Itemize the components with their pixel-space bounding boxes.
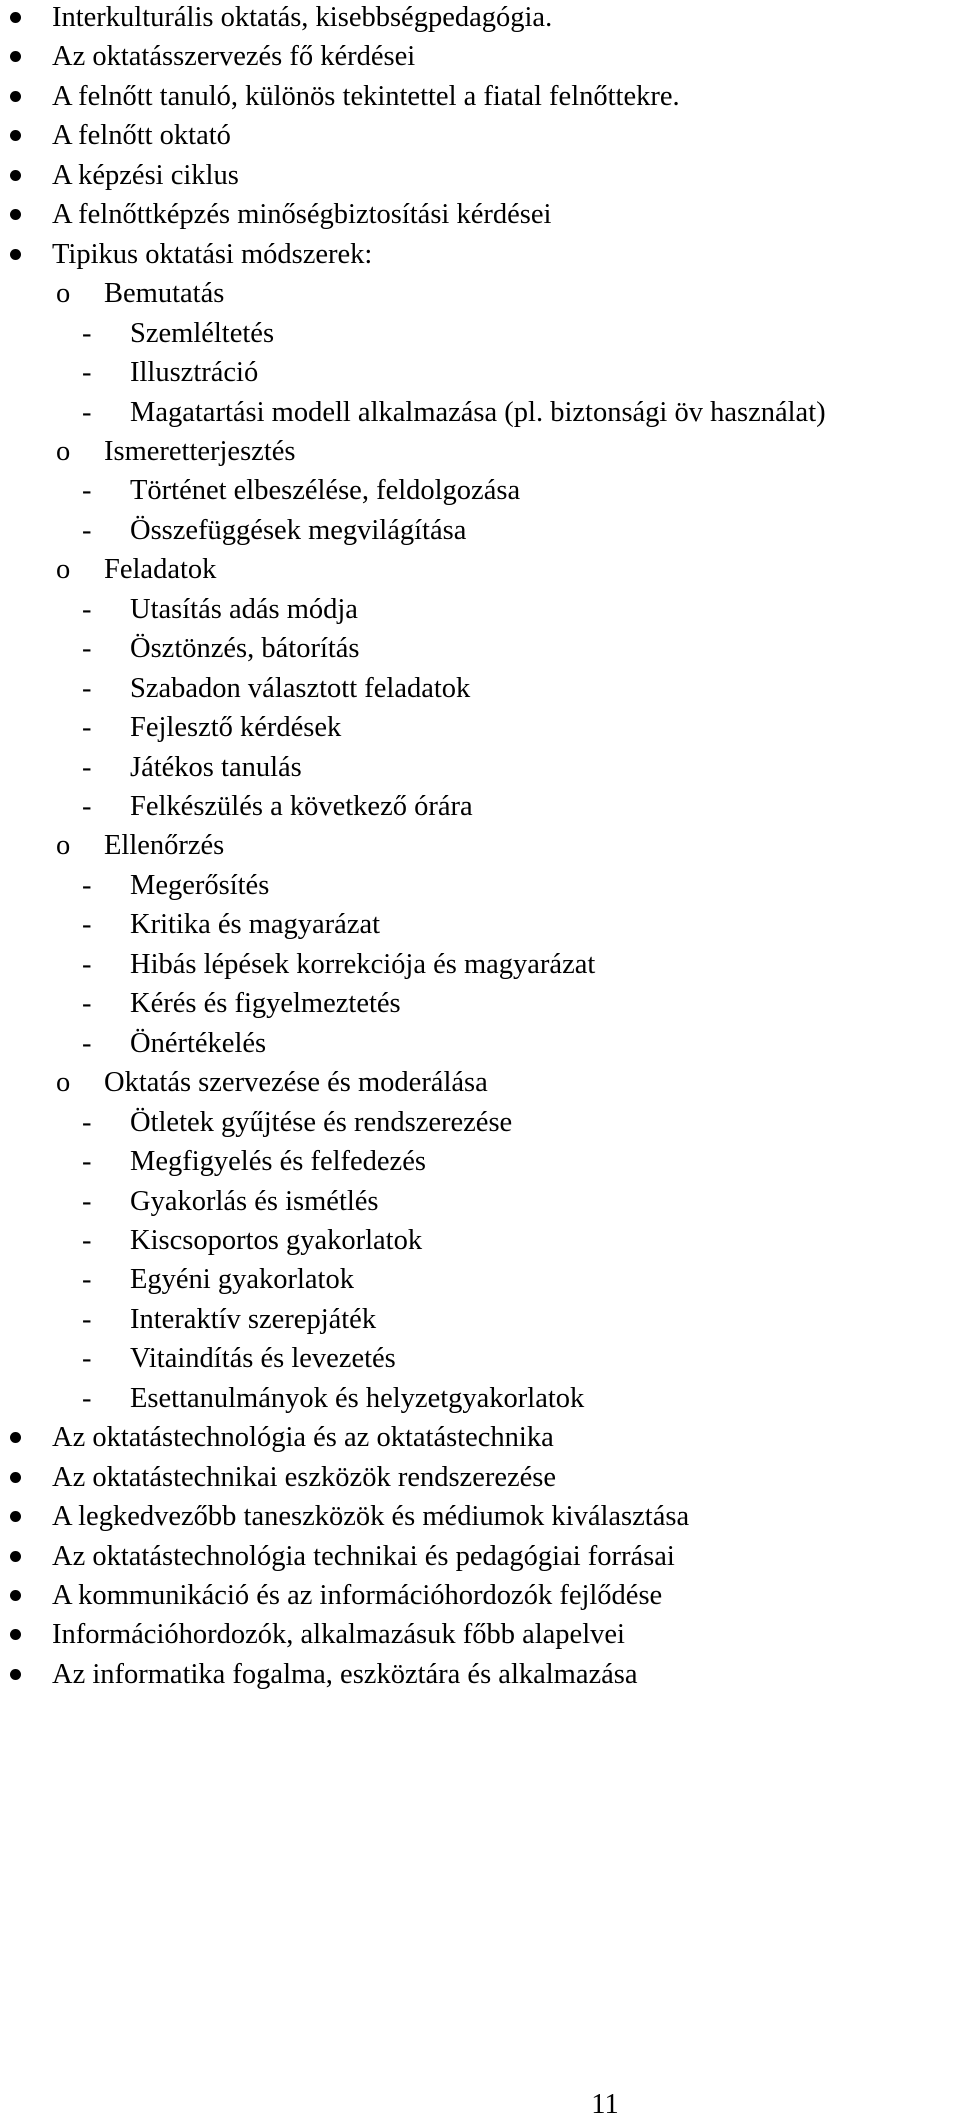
list-item-text: Megfigyelés és felfedezés	[130, 1146, 426, 1178]
dash-marker: -	[82, 712, 92, 744]
bullet-icon	[6, 235, 28, 275]
circle-marker: o	[56, 554, 71, 586]
dash-marker: -	[82, 1303, 92, 1335]
list-item-text: A kommunikáció és az információhordozók fejlődése	[52, 1580, 663, 1611]
circle-marker: o	[56, 435, 71, 467]
list-item-text: Ösztönzés, bátorítás	[130, 633, 360, 665]
bullet-icon	[6, 156, 28, 196]
list-item-text: A felnőttképzés minőségbiztosítási kérdései	[52, 199, 552, 231]
list-item-text: Esettanulmányok és helyzetgyakorlatok	[130, 1382, 585, 1414]
bullet-icon	[6, 77, 28, 117]
list-item-text: Az oktatástechnológia és az oktatástechnika	[52, 1422, 554, 1454]
list-item-text: Megerősítés	[130, 869, 270, 901]
list-item-text: Utasítás adás módja	[130, 593, 358, 625]
bullet-icon	[6, 37, 28, 77]
list-item-text: Ellenőrzés	[104, 830, 225, 862]
bullet-icon	[6, 1497, 28, 1537]
list-item-text: Történet elbeszélése, feldolgozása	[130, 475, 521, 507]
list-item-text: Interaktív szerepjáték	[130, 1303, 377, 1335]
dash-marker: -	[82, 633, 92, 665]
list-item-text: Az oktatástechnológia technikai és pedagógiai forrásai	[52, 1540, 675, 1572]
dash-marker: -	[82, 514, 92, 546]
list-item-text: Szabadon választott feladatok	[130, 672, 471, 704]
bullet-icon	[6, 116, 28, 156]
dash-marker: -	[82, 475, 92, 507]
list-item-text: Az oktatástechnikai eszközök rendszerezése	[52, 1461, 557, 1493]
list-item-text: Felkészülés a következő órára	[130, 791, 473, 822]
dash-marker: -	[82, 672, 92, 704]
list-item-text: Összefüggések megvilágítása	[130, 514, 467, 546]
list-item-text: Ismeretterjesztés	[104, 435, 296, 467]
dash-marker: -	[82, 948, 92, 980]
list-item-text: A képzési ciklus	[52, 159, 239, 191]
list-item-text: Tipikus oktatási módszerek:	[52, 238, 373, 270]
list-item-text: Kritika és magyarázat	[130, 909, 381, 941]
list-item-text: Illusztráció	[130, 357, 259, 389]
bullet-icon	[6, 1458, 28, 1498]
list-item-text: Az oktatásszervezés fő kérdései	[52, 41, 416, 73]
dash-marker: -	[82, 988, 92, 1020]
circle-marker: o	[56, 1067, 71, 1099]
list-item-text: Hibás lépések korrekciója és magyarázat	[130, 948, 596, 980]
dash-marker: -	[82, 1343, 92, 1375]
bullet-icon	[6, 1418, 28, 1458]
bullet-icon	[6, 1537, 28, 1577]
dash-marker: -	[82, 1027, 92, 1059]
list-item-text: Szemléltetés	[130, 317, 275, 349]
list-item-text: Információhordozók, alkalmazásuk főbb alapelvei	[52, 1619, 625, 1651]
dash-marker: -	[82, 909, 92, 941]
list-item-text: Interkulturális oktatás, kisebbségpedagógia.	[52, 2, 553, 33]
bullet-icon	[6, 195, 28, 235]
bullet-icon	[6, 1576, 28, 1616]
bullet-icon	[6, 0, 28, 38]
list-item-text: Feladatok	[104, 554, 217, 586]
list-item-text: Oktatás szervezése és moderálása	[104, 1067, 488, 1099]
dash-marker: -	[82, 396, 92, 428]
circle-marker: o	[56, 278, 71, 310]
dash-marker: -	[82, 791, 92, 822]
list-item-text: Fejlesztő kérdések	[130, 712, 342, 744]
dash-marker: -	[82, 1224, 92, 1256]
page-number: 11	[591, 2089, 619, 2120]
list-item-text: Egyéni gyakorlatok	[130, 1264, 354, 1296]
dash-marker: -	[82, 317, 92, 349]
list-item-text: Az informatika fogalma, eszköztára és alkalmazása	[52, 1658, 638, 1690]
dash-marker: -	[82, 751, 92, 783]
dash-marker: -	[82, 1382, 92, 1414]
list-item-text: A legkedvezőbb taneszközök és médiumok kiválasztása	[52, 1501, 690, 1533]
bullet-icon	[6, 1615, 28, 1655]
list-item-text: A felnőtt oktató	[52, 120, 231, 152]
dash-marker: -	[82, 1264, 92, 1296]
list-item-text: Magatartási modell alkalmazása (pl. biztonsági öv használat)	[130, 396, 826, 428]
list-item-text: Vitaindítás és levezetés	[130, 1343, 396, 1375]
list-item-text: Játékos tanulás	[130, 751, 302, 783]
list-item-text: A felnőtt tanuló, különös tekintettel a fiatal felnőttekre.	[52, 80, 680, 112]
dash-marker: -	[82, 1106, 92, 1138]
list-item-text: Bemutatás	[104, 278, 225, 310]
list-item-text: Ötletek gyűjtése és rendszerezése	[130, 1106, 513, 1138]
dash-marker: -	[82, 869, 92, 901]
dash-marker: -	[82, 357, 92, 389]
list-item-text: Gyakorlás és ismétlés	[130, 1185, 379, 1217]
list-item-text: Önértékelés	[130, 1027, 267, 1059]
dash-marker: -	[82, 1185, 92, 1217]
dash-marker: -	[82, 1146, 92, 1178]
circle-marker: o	[56, 830, 71, 862]
list-item-text: Kérés és figyelmeztetés	[130, 988, 401, 1020]
bullet-icon	[6, 1655, 28, 1695]
list-item-text: Kiscsoportos gyakorlatok	[130, 1224, 423, 1256]
dash-marker: -	[82, 593, 92, 625]
